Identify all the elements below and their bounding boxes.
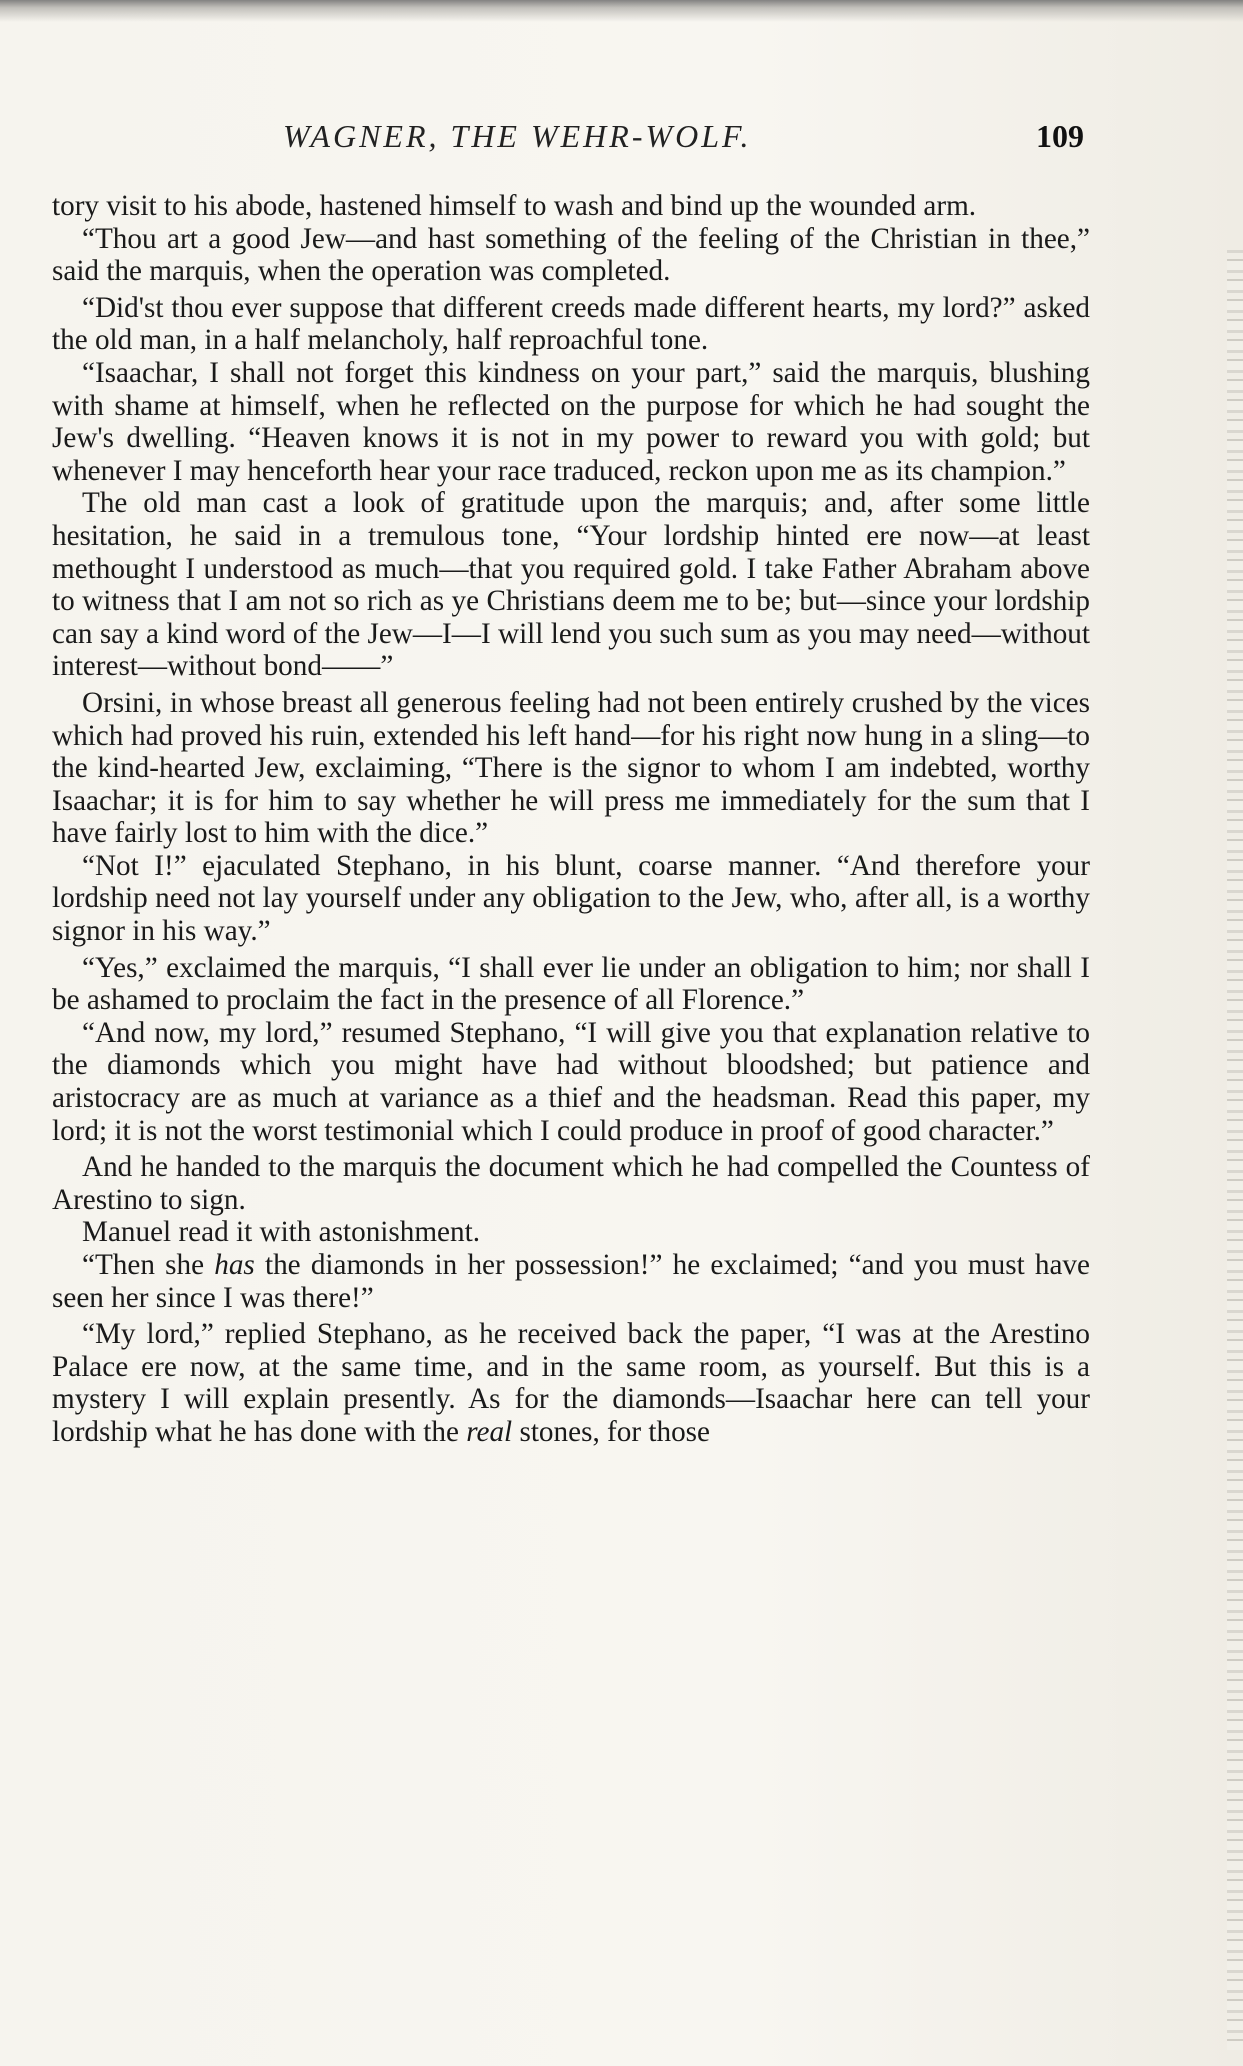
paragraph: tory visit to his abode, hastened himself to wash and bind up the wounded arm. bbox=[52, 190, 977, 222]
scan-edge-top bbox=[0, 0, 1243, 22]
running-title: WAGNER, THE WEHR-WOLF. bbox=[283, 118, 752, 154]
paragraph bbox=[52, 1249, 1090, 1314]
paragraph bbox=[52, 1318, 1090, 1448]
text-run: “My lord,” replied Stephano, as he received back the paper, “I was at the Arestino Palace ere now, at the same time, and in the same room, as yourself. But this is a mystery I will explain presently. As for the diamonds—Isaachar here can tell your lordship what he has done with the bbox=[52, 1318, 1090, 1448]
paragraph: The old man cast a look of gratitude upon the marquis; and, after some little hesitation, he said in a tremulous tone, “Your lordship hinted ere now—at least methought I understood as much—that you required gold. I take Father Abraham above to witness that I am not so rich as ye Christians deem me to be; but—since your lordship can say a kind word of the Jew—I—I will lend you such sum as you may need—without interest—without bond——” bbox=[52, 487, 1090, 683]
scan-edge-right bbox=[1227, 250, 1243, 2050]
page-number: 109 bbox=[1036, 118, 1084, 154]
text-run: “Then she bbox=[82, 1249, 215, 1281]
paragraph: “Thou art a good Jew—and hast something of the feeling of the Christian in thee,” said the marquis, when the operation was completed. bbox=[52, 222, 1090, 288]
running-head bbox=[0, 118, 1243, 162]
italic-text: has bbox=[214, 1249, 255, 1281]
paragraph: “Isaachar, I shall not forget this kindness on your part,” said the marquis, blushing with shame at himself, when he reflected on the purpose for which he had sought the Jew's dwelling. “Heaven knows it is not in my power to reward you with gold; but whenever I may henceforth hear your race traduced, reckon upon me as its champion.” bbox=[52, 356, 1090, 487]
paragraph: Orsini, in whose breast all generous feeling had not been entirely crushed by the vices which had proved his ruin, extended his left hand—for his right now hung in a sling—to the kind-hearted Jew, exclaiming, “There is the signor to whom I am indebted, worthy Isaachar; it is for him to say whether he will press me immediately for the sum that I have fairly lost to him with the dice.” bbox=[52, 686, 1090, 850]
body-text bbox=[52, 190, 1090, 1449]
text-run: stones, for those bbox=[512, 1415, 710, 1448]
paragraph: “Did'st thou ever suppose that different creeds made different hearts, my lord?” asked the old man, in a half melancholy, half reproachful tone. bbox=[52, 291, 1090, 357]
paragraph: “Yes,” exclaimed the marquis, “I shall ever lie under an obligation to him; nor shall I be ashamed to proclaim the fact in the presence of all Florence.” bbox=[52, 951, 1090, 1017]
text-run: the diamonds in her possession!” he exclaimed; “and you must have seen her since I was there!” bbox=[52, 1249, 1090, 1314]
italic-text: real bbox=[466, 1415, 513, 1448]
paragraph: And he handed to the marquis the document which he had compelled the Countess of Arestino to sign. bbox=[52, 1151, 1090, 1216]
paragraph: “And now, my lord,” resumed Stephano, “I will give you that explanation relative to the diamonds which you might have had without bloodshed; but patience and aristocracy are as much at variance as a thief and the headsman. Read this paper, my lord; it is not the worst testimonial which I could produce in proof of good character.” bbox=[52, 1016, 1090, 1147]
paragraph: “Not I!” ejaculated Stephano, in his blunt, coarse manner. “And therefore your lordship need not lay yourself under any obligation to the Jew, who, after all, is a worthy signor in his way.” bbox=[52, 849, 1090, 948]
paragraph: Manuel read it with astonishment. bbox=[82, 1216, 481, 1249]
